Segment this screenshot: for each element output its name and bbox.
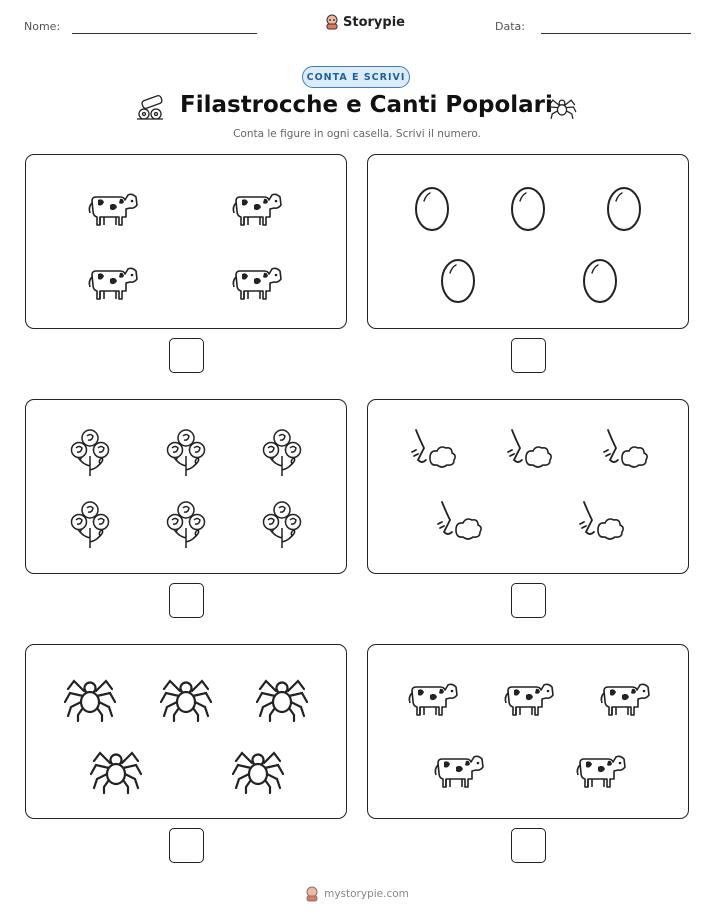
page-title: Filastrocche e Canti Popolari	[180, 92, 553, 118]
rose-icon	[62, 426, 118, 478]
rose-icon	[254, 426, 310, 478]
egg-icon	[500, 181, 556, 233]
brand-name: Storypie	[343, 14, 405, 30]
rose-icon	[254, 498, 310, 550]
cow-icon	[84, 255, 140, 307]
brand-logo	[325, 14, 405, 30]
egg-icon	[572, 253, 628, 305]
answer-box-5[interactable]	[169, 828, 204, 863]
sniff-icon	[430, 498, 486, 550]
footer-url: mystorypie.com	[324, 888, 409, 900]
egg-icon	[430, 253, 486, 305]
activity-badge: CONTA E SCRIVI	[302, 66, 410, 88]
counting-card-1	[25, 154, 347, 329]
date-label: Data:	[495, 20, 525, 33]
counting-card-2	[367, 154, 689, 329]
cow-icon	[404, 671, 460, 723]
answer-box-1[interactable]	[169, 338, 204, 373]
sniff-icon	[572, 498, 628, 550]
cow-icon	[84, 181, 140, 233]
egg-icon	[404, 181, 460, 233]
cow-icon	[572, 743, 628, 795]
spider-icon	[62, 671, 118, 723]
rose-icon	[158, 426, 214, 478]
sniff-icon	[404, 426, 460, 478]
cow-icon	[500, 671, 556, 723]
name-label: Nome:	[24, 20, 61, 33]
storypie-mascot-icon	[325, 14, 339, 30]
date-field[interactable]	[541, 33, 691, 34]
cannon-icon	[134, 92, 166, 122]
counting-card-5	[25, 644, 347, 819]
name-field[interactable]	[72, 33, 257, 34]
footer	[0, 886, 714, 902]
cow-icon	[228, 181, 284, 233]
answer-box-2[interactable]	[511, 338, 546, 373]
answer-box-4[interactable]	[511, 583, 546, 618]
rose-icon	[158, 498, 214, 550]
answer-box-3[interactable]	[169, 583, 204, 618]
storypie-mascot-icon	[305, 886, 319, 902]
answer-box-6[interactable]	[511, 828, 546, 863]
spider-icon	[254, 671, 310, 723]
spider-icon	[88, 743, 144, 795]
sniff-icon	[500, 426, 556, 478]
egg-icon	[596, 181, 652, 233]
cow-icon	[228, 255, 284, 307]
instructions: Conta le figure in ogni casella. Scrivi il numero.	[233, 128, 481, 140]
spider-icon	[158, 671, 214, 723]
counting-card-6	[367, 644, 689, 819]
cow-icon	[430, 743, 486, 795]
spider-icon	[546, 92, 578, 122]
rose-icon	[62, 498, 118, 550]
cow-icon	[596, 671, 652, 723]
spider-icon	[230, 743, 286, 795]
counting-card-3	[25, 399, 347, 574]
counting-card-4	[367, 399, 689, 574]
sniff-icon	[596, 426, 652, 478]
